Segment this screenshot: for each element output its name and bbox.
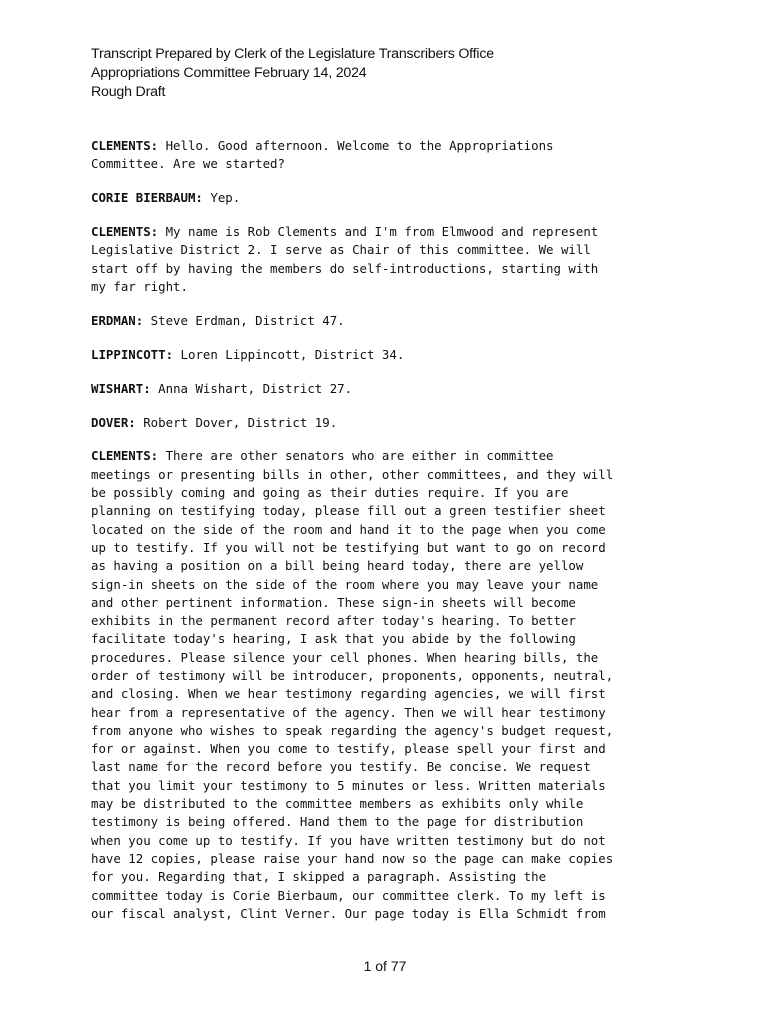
transcript-paragraph [91, 380, 691, 398]
transcript-paragraph [91, 189, 691, 207]
paragraph-text: There are other senators who are either in committee meetings or presenting bills in other, other committees, and they will be possibly coming and going as their duties require. If you are planning on testifying today, please fill out a green testifier sheet located on the side of the room and hand it to the page when you come up to testify. If you will not be testifying but want to go on record as having a position on a bill being heard today, there are yellow sign-in sheets on the side of the room where you may leave your name and other pertinent information. These sign-in sheets will become exhibits in the permanent record after today's hearing. To better facilitate today's hearing, I ask that you abide by the following procedures. Please silence your cell phones. When hearing bills, the order of testimony will be introducer, proponents, opponents, neutral, and closing. When we hear testimony regarding agencies, we will first hear from a representative of the agency. Then we will hear testimony from anyone who wishes to speak regarding the agency's budget request, for or against. When you come to testify, please spell your first and last name for the record before you testify. Be concise. We request that you limit your testimony to 5 minutes or less. Written materials may be distributed to the committee members as exhibits only while testimony is being offered. Hand them to the page for distribution when you come up to testify. If you have written testimony but do not have 12 copies, please raise your hand now so the page can make copies for you. Regarding that, I skipped a paragraph. Assisting the committee today is Corie Bierbaum, our committee clerk. To my left is our fiscal analyst, Clint Verner. Our page today is Ella Schmidt from [91, 448, 614, 921]
transcript-paragraph [91, 137, 691, 174]
paragraph-text: Loren Lippincott, District 34. [173, 346, 405, 362]
speaker-name: WISHART: [91, 380, 151, 396]
page-number: 1 of 77 [363, 958, 407, 974]
transcript-paragraph [91, 414, 691, 432]
paragraph-text: Steve Erdman, District 47. [143, 312, 345, 328]
speaker-name: LIPPINCOTT: [91, 346, 174, 362]
header-line-committee-date: Appropriations Committee February 14, 2024 [91, 65, 367, 81]
speaker-name: CLEMENTS: [91, 138, 159, 153]
paragraph-text: Robert Dover, District 19. [135, 414, 338, 430]
header-line-office: Transcript Prepared by Clerk of the Legislature Transcribers Office [91, 46, 494, 62]
header-line-draft: Rough Draft [91, 84, 166, 100]
speaker-name: CLEMENTS: [91, 448, 159, 464]
transcript-paragraph [91, 346, 691, 364]
transcript-body [91, 137, 691, 939]
paragraph-text: Anna Wishart, District 27. [150, 380, 353, 396]
speaker-name: CLEMENTS: [91, 224, 159, 240]
transcript-paragraph [91, 223, 691, 296]
transcript-paragraph [91, 312, 691, 330]
speaker-name: ERDMAN: [91, 312, 144, 328]
paragraph-text: Hello. Good afternoon. Welcome to the Appropriations Committee. Are we started? [91, 138, 554, 172]
speaker-name: CORIE BIERBAUM: [91, 190, 203, 206]
transcript-paragraph [91, 447, 691, 923]
transcript-header [91, 45, 494, 102]
paragraph-text: Yep. [202, 190, 241, 206]
paragraph-text: My name is Rob Clements and I'm from Elmwood and represent Legislative District 2. I serve as Chair of this committee. We will start off by having the members do self-introductions, starting with my far right. [91, 224, 599, 294]
speaker-name: DOVER: [91, 414, 136, 430]
